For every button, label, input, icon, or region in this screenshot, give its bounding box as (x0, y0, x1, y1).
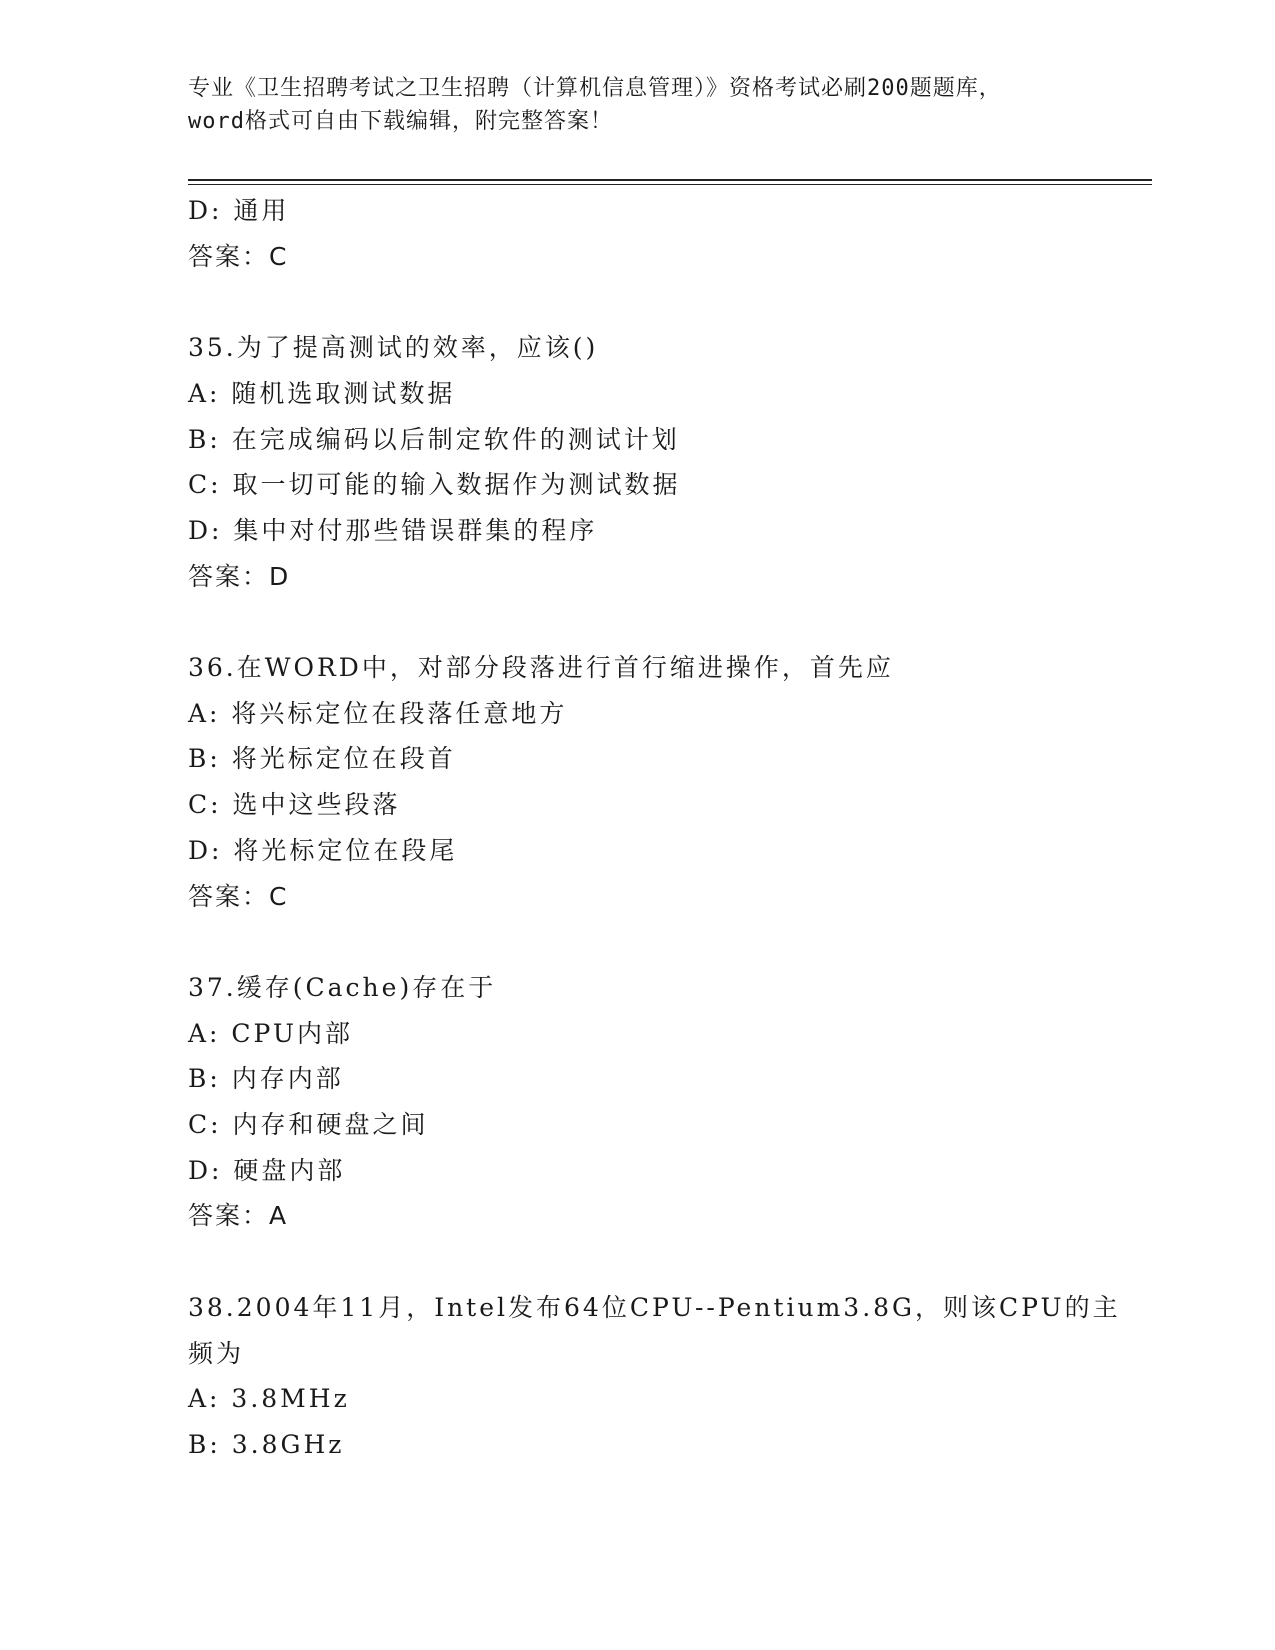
option-b: B: 内存内部 (188, 1064, 344, 1094)
question-stem-line-2: 频为 (188, 1338, 245, 1368)
option-b: B: 3.8GHz (188, 1429, 345, 1459)
question-35 (188, 325, 1088, 599)
answer-line: 答案：C (188, 881, 289, 911)
header-line-1: 专业《卫生招聘考试之卫生招聘（计算机信息管理）》资格考试必刷200题题库， (188, 76, 1002, 101)
spacer (188, 1239, 1088, 1285)
question-38 (188, 1285, 1121, 1468)
option-a: A: 随机选取测试数据 (188, 378, 456, 408)
option-b: B: 将光标定位在段首 (188, 744, 456, 774)
spacer (188, 919, 1088, 965)
option-d: D: 将光标定位在段尾 (188, 835, 458, 865)
option-a: A: 3.8MHz (188, 1384, 350, 1414)
option-d: D: 集中对付那些错误群集的程序 (188, 515, 598, 545)
option-a: A: 将兴标定位在段落任意地方 (188, 698, 568, 728)
document-body (188, 188, 1121, 1468)
spacer (188, 599, 1088, 645)
option-c: C: 选中这些段落 (188, 790, 401, 820)
question-stem: 37.缓存(Cache)存在于 (188, 972, 497, 1002)
document-header (188, 72, 1088, 138)
header-divider-thick (188, 179, 1152, 181)
question-stem: 35.为了提高测试的效率，应该() (188, 333, 599, 363)
answer-line: 答案：D (188, 561, 291, 591)
header-line-2: word格式可自由下载编辑，附完整答案！ (188, 109, 613, 134)
question-stem-line-1: 38.2004年11月，Intel发布64位CPU--Pentium3.8G，则该CPU的主 (188, 1292, 1121, 1322)
answer-line: 答案：A (188, 1201, 289, 1231)
spacer (188, 279, 1088, 325)
option-d: D: 硬盘内部 (188, 1155, 346, 1185)
option-d: D: 通用 (188, 196, 290, 225)
header-divider-thin (188, 184, 1152, 185)
option-c: C: 内存和硬盘之间 (188, 1110, 429, 1140)
question-36 (188, 645, 1088, 919)
answer-line: 答案：C (188, 241, 289, 271)
option-c: C: 取一切可能的输入数据作为测试数据 (188, 470, 681, 500)
question-37 (188, 965, 1088, 1239)
option-a: A: CPU内部 (188, 1018, 354, 1048)
option-b: B: 在完成编码以后制定软件的测试计划 (188, 424, 680, 454)
question-stem: 36.在WORD中，对部分段落进行首行缩进操作，首先应 (188, 653, 894, 682)
